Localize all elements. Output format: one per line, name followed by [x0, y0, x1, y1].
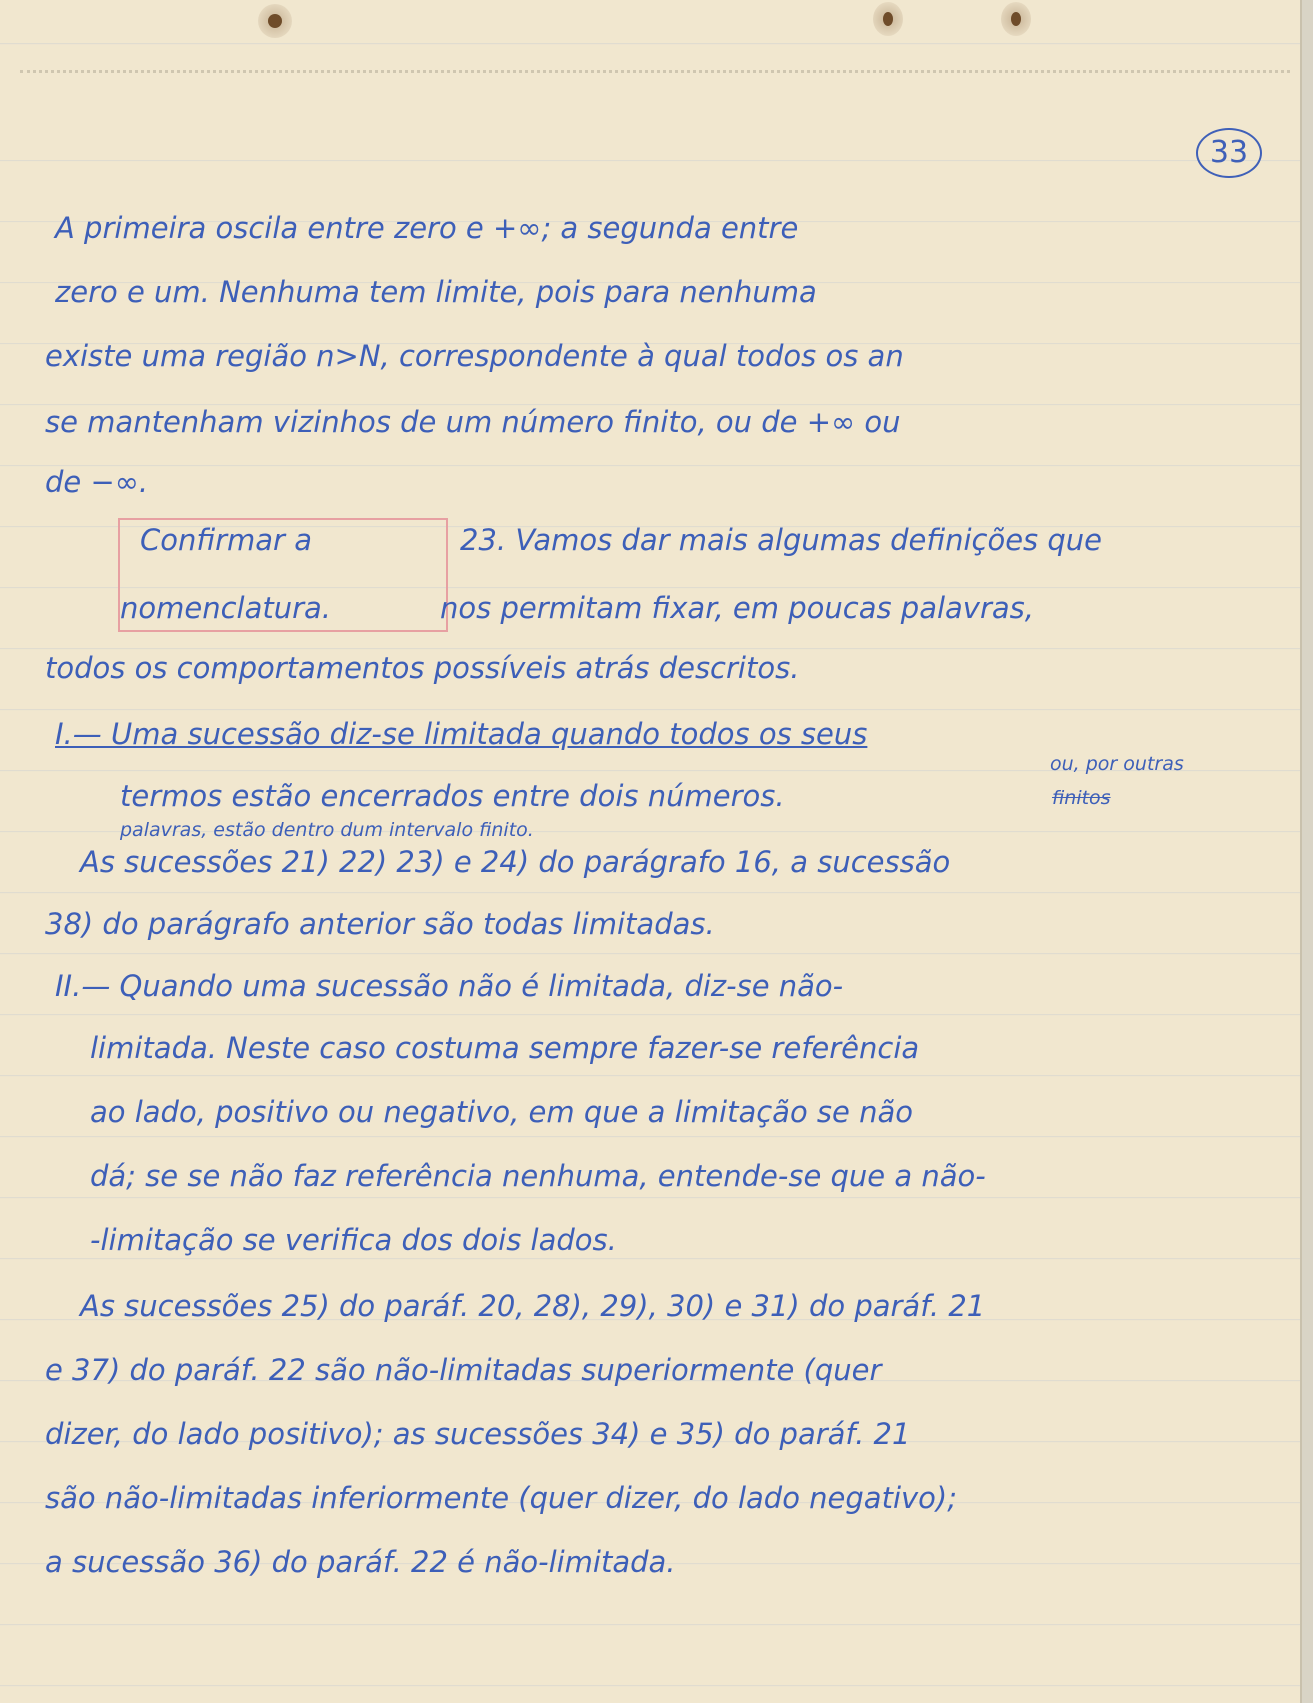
insertion-below: palavras, estão dentro dum intervalo finito.: [120, 819, 534, 841]
insertion-above: ou, por outras: [1050, 753, 1184, 775]
text-line: dizer, do lado positivo); as sucessões 34) e 35) do paráf. 21: [45, 1417, 911, 1451]
text-line: todos os comportamentos possíveis atrás descritos.: [45, 651, 800, 685]
text-line: 38) do parágrafo anterior são todas limitadas.: [45, 907, 715, 941]
text-line: e 37) do paráf. 22 são não-limitadas superiormente (quer: [45, 1353, 882, 1387]
text-line: As sucessões 25) do paráf. 20, 28), 29), 30) e 31) do paráf. 21: [80, 1289, 986, 1323]
text-line: nos permitam fixar, em poucas palavras,: [440, 591, 1034, 625]
text-line: I.— Uma sucessão diz-se limitada quando todos os seus: [55, 717, 868, 751]
text-line: 23. Vamos dar mais algumas definições que: [460, 523, 1103, 557]
text-line: a sucessão 36) do paráf. 22 é não-limitada.: [45, 1545, 676, 1579]
text-line: -limitação se verifica dos dois lados.: [90, 1223, 617, 1257]
text-line: dá; se se não faz referência nenhuma, entende-se que a não-: [90, 1159, 986, 1193]
page-number: 33: [1196, 128, 1262, 178]
margin-note-line: nomenclatura.: [120, 591, 332, 625]
perforation-line: [20, 70, 1290, 77]
text-line: ao lado, positivo ou negativo, em que a limitação se não: [90, 1095, 913, 1129]
text-line: II.— Quando uma sucessão não é limitada, diz-se não-: [55, 969, 844, 1003]
text-line: são não-limitadas inferiormente (quer dizer, do lado negativo);: [45, 1481, 957, 1515]
text-line: existe uma região n>N, correspondente à qual todos os an: [45, 339, 904, 373]
struck-word: finitos: [1052, 787, 1111, 809]
text-line: A primeira oscila entre zero e +∞; a segunda entre: [55, 211, 799, 245]
punch-hole: [268, 14, 282, 28]
punch-hole: [1011, 12, 1021, 26]
punch-hole: [883, 12, 893, 26]
text-line: As sucessões 21) 22) 23) e 24) do parágrafo 16, a sucessão: [80, 845, 951, 879]
text-line: se mantenham vizinhos de um número finito, ou de +∞ ou: [45, 405, 901, 439]
text-line: termos estão encerrados entre dois números.: [120, 779, 785, 813]
margin-note-line: Confirmar a: [140, 523, 312, 557]
text-line: limitada. Neste caso costuma sempre fazer-se referência: [90, 1031, 920, 1065]
text-line: zero e um. Nenhuma tem limite, pois para nenhuma: [55, 275, 817, 309]
text-line: de −∞.: [45, 465, 149, 499]
